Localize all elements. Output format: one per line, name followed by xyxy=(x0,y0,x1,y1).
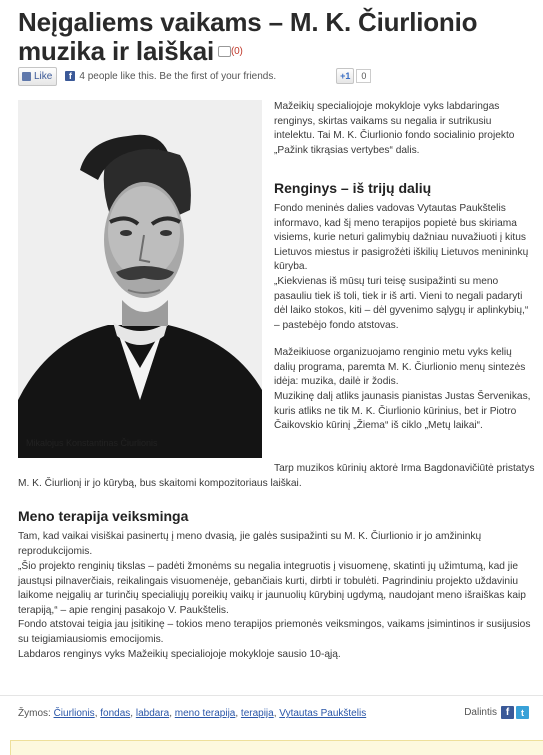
twitter-share-icon[interactable]: t xyxy=(516,706,529,719)
like-count-text: 4 people like this. Be the first of your friends. xyxy=(79,70,277,82)
photo-caption: Mikalojus Konstantinas Čiurlionis xyxy=(26,438,158,448)
comment-icon[interactable] xyxy=(218,46,231,57)
like-label: Like xyxy=(34,70,53,82)
paragraph-9: Labdaros renginys vyks Mažeikių specialiojoje mokykloje sausio 10-ąją. xyxy=(18,649,341,660)
paragraph-4: Muzikinę dalį atliks jaunasis pianistas Justas Šervenikas, kuris atliks ne tik M. K. Čiurlionio kūrinius, bet ir Piotro Čaikovskio kūrinį „Žiema“ iš ciklo „Metų laikai“. xyxy=(274,391,531,431)
gplus-label: +1 xyxy=(340,71,351,81)
tag-link[interactable]: terapija xyxy=(240,708,274,719)
google-plus-button[interactable] xyxy=(336,68,354,84)
portrait-photo xyxy=(18,100,262,458)
tag-link[interactable]: fondas xyxy=(100,708,131,719)
facebook-share-icon[interactable]: f xyxy=(501,706,514,719)
section-heading-1: Renginys – iš trijų dalių xyxy=(274,180,432,196)
article-title-text: Neįgaliems vaikams – M. K. Čiurlionio muzika ir laiškai xyxy=(18,7,478,66)
comment-count[interactable]: (0) xyxy=(231,45,243,57)
share-label: Dalintis xyxy=(464,707,497,718)
facebook-like-button[interactable] xyxy=(18,67,57,86)
tags-label: Žymos: xyxy=(18,708,51,719)
paragraph-2: „Kiekvienas iš mūsų turi teisę susipažinti su meno pasauliu tiek iš toli, tiek ir iš arti. Vieni to negali padaryti dėl laiko stokos, kiti – dėl gyvenimo sąlygų ir aplinkybių,“ – pastebėjo fondo atstovas. xyxy=(274,276,529,331)
facebook-icon: f xyxy=(65,71,75,81)
thumbs-up-icon xyxy=(22,72,31,81)
social-bar xyxy=(18,66,371,86)
tags-row: Žymos: Čiurlionis, fondas, labdara, meno terapija, terapija, Vytautas Paukštelis xyxy=(18,708,367,719)
paragraph-6: Tam, kad vaikai visiškai pasinertų į meno dvasią, jie galės susipažinti su M. K. Čiurlionio ir jo amžininkų reprodukcijomis. xyxy=(18,531,482,557)
tag-link[interactable]: Čiurlionis xyxy=(53,708,95,719)
article-title xyxy=(18,8,538,68)
gplus-count: 0 xyxy=(356,69,371,83)
paragraph-8: Fondo atstovai teigia jau įsitikinę – tokios meno terapijos priemonės veiksmingos, vaikams įsimintinos ir susijusios su teigiamiausiomis emocijomis. xyxy=(18,619,531,645)
tag-link[interactable]: Vytautas Paukštelis xyxy=(279,708,367,719)
divider xyxy=(0,695,543,696)
tag-link[interactable]: labdara xyxy=(135,708,170,719)
portrait-image xyxy=(18,100,262,458)
paragraph-5: Tarp muzikos kūrinių aktorė Irma Bagdonavičiūtė pristatys M. K. Čiurlionį ir jo kūrybą, bus skaitomi kompozitoriaus laiškai. xyxy=(18,463,535,489)
paragraph-3: Mažeikiuose organizuojamo renginio metu vyks kelių dalių programa, paremta M. K. Čiurlionio menų sintezės idėja: muzika, dailė ir žodis. xyxy=(274,347,526,387)
paragraph-1: Fondo meninės dalies vadovas Vytautas Paukštelis informavo, kad šį meno terapijos popietė bus skiriama visiems, kurie neturi galimybių dažniau nuvažiuoti į kitus Lietuvos miestus ir pasigrožėti iškilių Lietuvos menininkų kūryba. xyxy=(274,203,529,272)
tag-link[interactable]: meno terapija xyxy=(174,708,236,719)
paragraph-7: „Šio projekto renginių tikslas – padėti žmonėms su negalia integruotis į visuomenę, skatinti jų užimtumą, kad jie jaustųsi pilnaverčiais, reikalingais visuomenėje, gebančiais kurti, dirbti ir tobulėti. Pagrindiniu projekto uždaviniu laikome neįgalių ar turinčių specialiųjų poreikių vaikų ir jaunuolių kūrybinį ugdymą, naudojant meno išraiškas kaip terapiją,“ – apie renginį pasakojo V. Paukštelis. xyxy=(18,561,526,616)
intro-paragraph: Mažeikių specialiojoje mokykloje vyks labdaringas renginys, skirtas vaikams su negalia ir sutrikusiu intelektu. Tai M. K. Čiurlionio fondo socialinio projekto „Pažink tikrąsias vertybes“ dalis. xyxy=(274,101,515,156)
bottom-notice-box xyxy=(10,740,543,755)
share-box xyxy=(464,706,529,719)
section-heading-2: Meno terapija veiksminga xyxy=(18,508,189,524)
